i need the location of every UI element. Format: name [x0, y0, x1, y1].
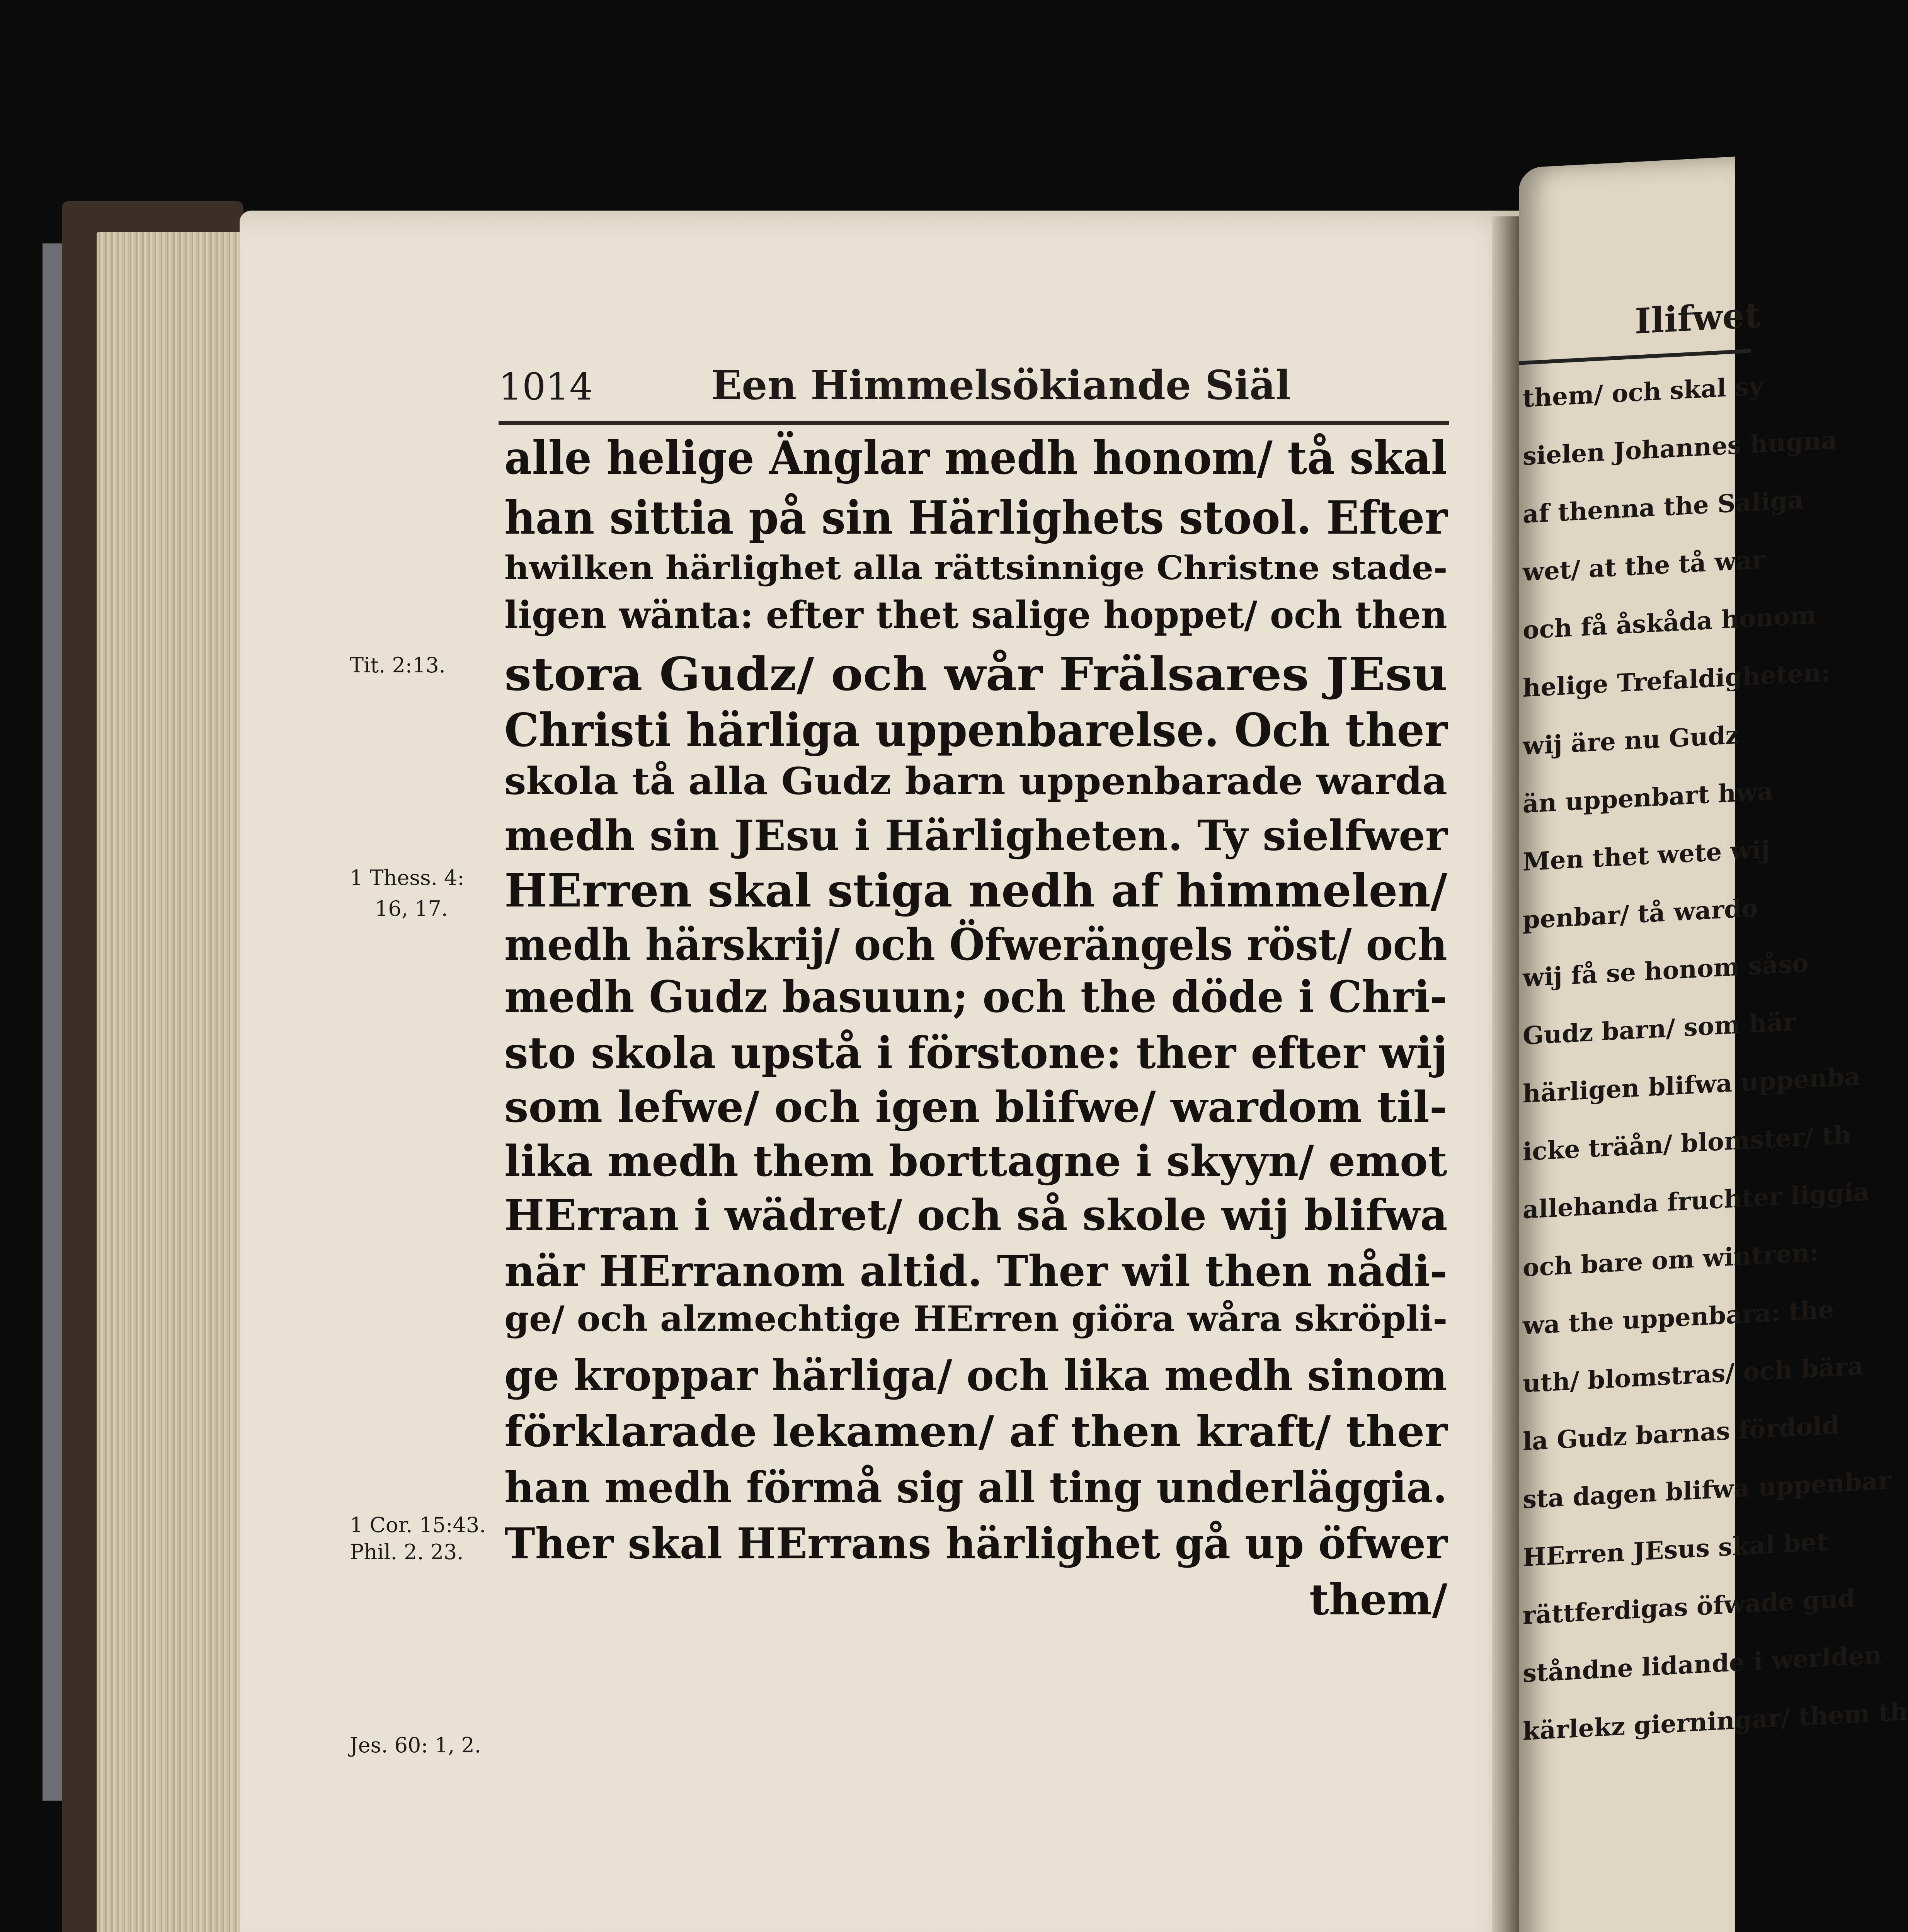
margin-note: Tit. 2:13. [350, 653, 446, 677]
right-page-line: penbar/ tå wardo [1523, 893, 1758, 935]
text-line: ge/ och alzmechtige HErren giöra wåra skröpli- [504, 1298, 1448, 1339]
right-page-line: kärlekz gierningar/ them th [1523, 1697, 1908, 1747]
text-line: medh sin JEsu i Härligheten. Ty sielfwer [504, 811, 1448, 860]
right-page-line: sta dagen blifwa uppenbar [1523, 1466, 1891, 1515]
header-rule [499, 421, 1449, 425]
text-line: han medh förmå sig all ting underläggia. [504, 1463, 1447, 1512]
text-line: när HErranom altid. Ther wil then nådi- [504, 1246, 1447, 1296]
right-page-line: allehanda fruchter liggia [1523, 1177, 1870, 1225]
text-line: stora Gudz/ och wår Frälsares JEsu [504, 647, 1448, 701]
right-page-line: them/ och skal sy [1523, 371, 1763, 413]
page-number: 1014 [499, 365, 593, 408]
right-page-rule [1519, 349, 1751, 365]
margin-note: 1 Thess. 4: [350, 866, 465, 890]
text-line: ligen wänta: efter thet salige hoppet/ och then [504, 593, 1447, 637]
right-page-line: icke träån/ blomster/ th [1523, 1120, 1852, 1167]
right-page-line: än uppenbart hwa [1523, 777, 1774, 819]
text-line: sto skola upstå i förstone: ther efter wij [504, 1028, 1448, 1078]
margin-note: 1 Cor. 15:43. [350, 1513, 486, 1537]
text-line: Christi härliga uppenbarelse. Och ther [504, 703, 1448, 757]
text-line: them/ [1309, 1575, 1448, 1624]
text-line: skola tå alla Gudz barn uppenbarade warda [504, 759, 1447, 803]
right-page-line: sielen Johannes hugna [1523, 425, 1837, 471]
text-line: lika medh them borttagne i skyyn/ emot [504, 1136, 1447, 1186]
text-line: medh Gudz basuun; och the döde i Chri- [504, 972, 1447, 1022]
right-page-line: och få åskåda honom [1523, 600, 1816, 645]
text-line: som lefwe/ och igen blifwe/ wardom til- [504, 1082, 1447, 1132]
text-line: han sittia på sin Härlighets stool. Efter [504, 491, 1447, 544]
text-line: ge kroppar härliga/ och lika medh sinom [504, 1350, 1447, 1400]
right-page-line: Gudz barn/ som här [1523, 1007, 1796, 1051]
margin-note: Phil. 2. 23. [350, 1540, 464, 1564]
text-line: hwilken härlighet alla rättsinnige Christne stade- [504, 549, 1448, 587]
text-line: alle helige Änglar medh honom/ tå skal [504, 431, 1447, 485]
right-page-line: Men thet wete wij [1523, 835, 1770, 877]
text-line: HErran i wädret/ och så skole wij blifwa [504, 1190, 1448, 1240]
right-page-header: Ilifwet [1635, 294, 1761, 342]
text-line: Ther skal HErrans härlighet gå up öfwer [504, 1519, 1448, 1568]
right-page [1519, 156, 1908, 1932]
text-line: förklarade lekamen/ af then kraft/ ther [504, 1406, 1448, 1456]
right-page-line: af thenna the Saliga [1523, 485, 1804, 529]
right-page-line: helige Trefaldigheten: [1523, 658, 1830, 703]
right-page-line: rättferdigas öfwade gud [1523, 1584, 1855, 1631]
margin-note: 16, 17. [375, 896, 448, 921]
right-page-line: HErren JEsus skal bet [1523, 1527, 1828, 1573]
right-page-line: wij äre nu Gudz [1523, 720, 1739, 761]
right-page-line: härligen blifwa uppenba [1523, 1062, 1860, 1109]
running-title: Een Himmelsökiande Siäl [711, 361, 1291, 409]
right-page-line: uth/ blomstras/ och bära [1523, 1351, 1864, 1399]
right-page-line: wij få se honom såso [1523, 949, 1809, 993]
text-line: medh härskrij/ och Öfwerängels röst/ och [504, 920, 1447, 970]
text-line: HErren skal stiga nedh af himmelen/ [504, 864, 1447, 917]
page-edges [97, 232, 251, 1932]
right-page-line: la Gudz barnas fördold [1523, 1411, 1840, 1457]
margin-note: Jes. 60: 1, 2. [350, 1733, 481, 1757]
right-page-line: wet/ at the tå war [1523, 545, 1765, 587]
right-page-line: och bare om wintren: [1523, 1238, 1819, 1283]
right-page-line: ståndne lidande i werlden [1523, 1640, 1882, 1689]
right-page-line: wa the uppenbara: the [1523, 1295, 1834, 1341]
